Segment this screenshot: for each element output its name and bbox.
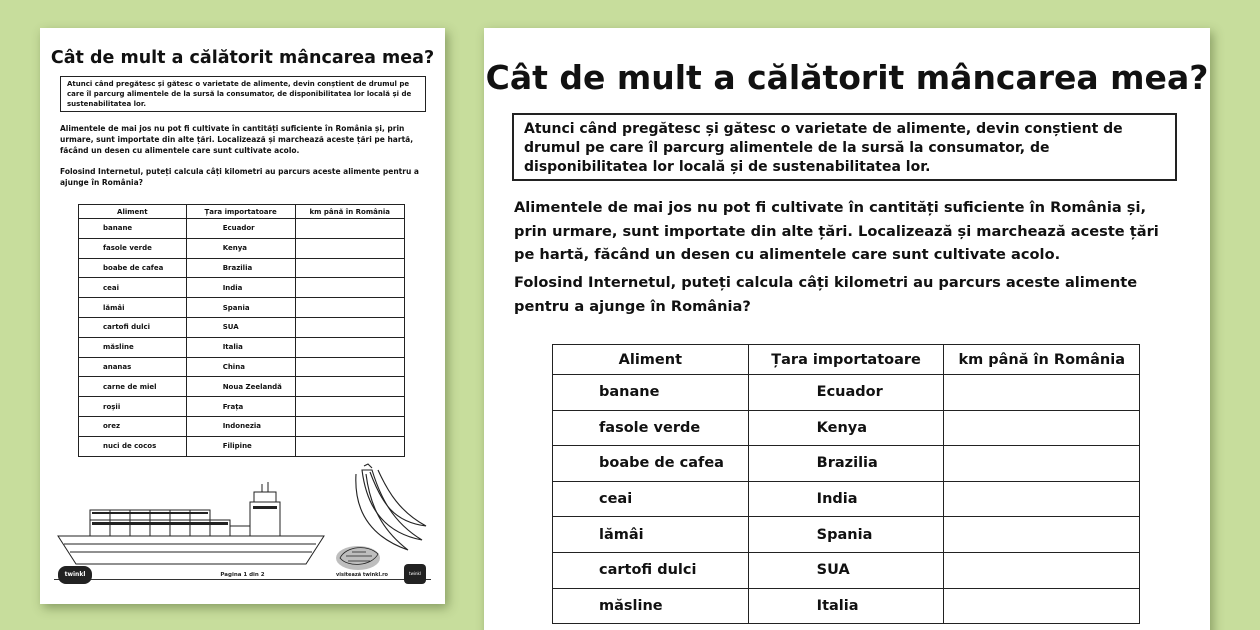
km-cell [295, 377, 405, 397]
footer-divider [54, 579, 431, 580]
km-cell [295, 397, 405, 417]
food-cell: măsline [79, 337, 187, 357]
food-cell: lămâi [553, 517, 749, 553]
footer-site: visitează twinkl.ro [336, 572, 388, 578]
table-row [79, 219, 405, 239]
country-cell: Italia [748, 588, 944, 624]
country-cell: SUA [748, 552, 944, 588]
km-cell [295, 436, 405, 456]
header-tara: Țara importatoare [186, 205, 295, 219]
table-header-row [553, 345, 1140, 375]
country-cell: Brazilia [186, 258, 295, 278]
table-row [79, 397, 405, 417]
table-row [79, 258, 405, 278]
country-cell: SUA [186, 317, 295, 337]
country-cell: Kenya [748, 410, 944, 446]
table-row [79, 238, 405, 258]
header-tara: Țara importatoare [748, 345, 944, 375]
km-cell [944, 588, 1140, 624]
country-cell: China [186, 357, 295, 377]
food-cell: fasole verde [553, 410, 749, 446]
table-row [553, 375, 1140, 411]
header-aliment: Aliment [553, 345, 749, 375]
country-cell: India [186, 278, 295, 298]
food-cell: lămâi [79, 298, 187, 318]
km-cell [295, 238, 405, 258]
km-cell [295, 219, 405, 239]
km-cell [944, 517, 1140, 553]
km-cell [295, 298, 405, 318]
km-cell [944, 446, 1140, 482]
food-table [78, 204, 405, 457]
twinkl-logo: twinkl [58, 566, 92, 584]
km-cell [295, 337, 405, 357]
table-row [553, 517, 1140, 553]
table-header-row [79, 205, 405, 219]
country-cell: Kenya [186, 238, 295, 258]
country-cell: Spania [186, 298, 295, 318]
country-cell: Spania [748, 517, 944, 553]
food-cell: banane [79, 219, 187, 239]
header-km: km până în România [944, 345, 1140, 375]
table-row [553, 552, 1140, 588]
country-cell: India [748, 481, 944, 517]
country-cell: Ecuador [186, 219, 295, 239]
km-cell [944, 375, 1140, 411]
question-paragraph: Folosind Internetul, puteți calcula câți kilometri au parcurs aceste alimente pentru a ajunge în România? [60, 167, 419, 187]
km-cell [295, 317, 405, 337]
km-cell [295, 258, 405, 278]
food-cell: nuci de cocos [79, 436, 187, 456]
food-table-large [552, 344, 1140, 624]
table-row [79, 278, 405, 298]
km-cell [944, 410, 1140, 446]
country-cell: Indonezia [186, 416, 295, 436]
country-cell: Brazilia [748, 446, 944, 482]
intro-box-large: Atunci când pregătesc și gătesc o varietate de alimente, devin conștient de drumul pe care îl parcurg alimentele de la sursă la consumator, de disponibilitatea lor locală și de sustenabilitatea lor. [512, 113, 1177, 181]
food-cell: ananas [79, 357, 187, 377]
km-cell [295, 357, 405, 377]
page-number: Pagina 1 din 2 [220, 572, 265, 578]
table-row [553, 588, 1140, 624]
km-cell [295, 278, 405, 298]
food-cell: carne de miel [79, 377, 187, 397]
country-cell: Filipine [186, 436, 295, 456]
table-row [79, 337, 405, 357]
table-row [79, 357, 405, 377]
table-row [79, 377, 405, 397]
table-row [79, 317, 405, 337]
food-cell: boabe de cafea [553, 446, 749, 482]
header-km: km până în România [295, 205, 405, 219]
food-cell: boabe de cafea [79, 258, 187, 278]
km-cell [944, 552, 1140, 588]
food-cell: ceai [79, 278, 187, 298]
table-row [79, 416, 405, 436]
twinkl-badge: twinkl [404, 564, 426, 584]
country-cell: Italia [186, 337, 295, 357]
worksheet-title-large: Cât de mult a călătorit mâncarea mea? [485, 58, 1209, 97]
km-cell [944, 481, 1140, 517]
country-cell: Ecuador [748, 375, 944, 411]
country-cell: Noua Zeelandă [186, 377, 295, 397]
food-cell: măsline [553, 588, 749, 624]
food-cell: ceai [553, 481, 749, 517]
food-cell: cartofi dulci [79, 317, 187, 337]
table-row [553, 410, 1140, 446]
question-paragraph-large: Folosind Internetul, puteți calcula câți kilometri au parcurs aceste alimente pentru a ajunge în România? [514, 274, 1138, 315]
worksheet-thumbnail [40, 28, 445, 604]
table-row [79, 298, 405, 318]
km-cell [295, 416, 405, 436]
food-cell: roșii [79, 397, 187, 417]
food-cell: orez [79, 416, 187, 436]
table-row [79, 436, 405, 456]
table-row [553, 481, 1140, 517]
table-row [553, 446, 1140, 482]
food-cell: fasole verde [79, 238, 187, 258]
country-cell: Frața [186, 397, 295, 417]
food-cell: banane [553, 375, 749, 411]
worksheet-title: Cât de mult a călătorit mâncarea mea? [50, 48, 435, 68]
header-aliment: Aliment [79, 205, 187, 219]
instructions-paragraph: Alimentele de mai jos nu pot fi cultivate în cantități suficiente în România și, prin urmare, sunt importate din alte țări. Localizează și marchează aceste țări pe hartă, făcând un desen cu alimentele care sunt cultivate acolo. [60, 124, 414, 155]
intro-box: Atunci când pregătesc și gătesc o varietate de alimente, devin conștient de drumul pe care îl parcurg alimentele de la sursă la consumator, de disponibilitatea lor locală și de sustenabilitatea lor. [60, 76, 426, 112]
worksheet-zoomed [484, 28, 1210, 630]
instructions-paragraph-large: Alimentele de mai jos nu pot fi cultivate în cantități suficiente în România și, prin urmare, sunt importate din alte țări. Localizează și marchează aceste țări pe hartă, făcând un desen cu alimentele care sunt cultivate acolo. [514, 199, 1159, 263]
food-cell: cartofi dulci [553, 552, 749, 588]
cargo-ship-illustration [54, 480, 334, 570]
banana-illustration [332, 462, 432, 574]
